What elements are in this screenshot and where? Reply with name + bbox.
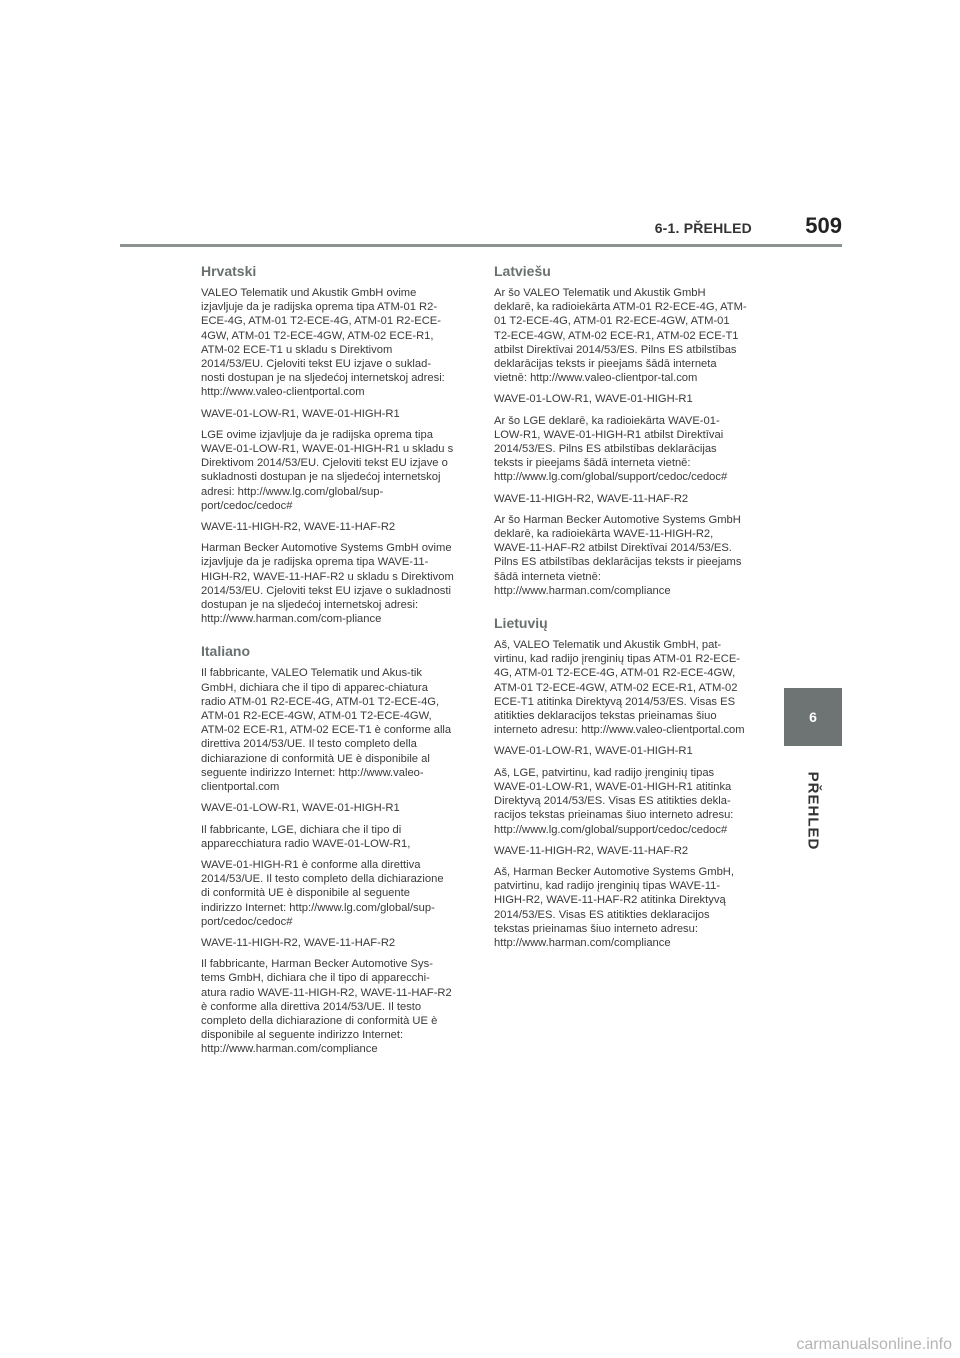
- section-italiano: [201, 642, 454, 1056]
- paragraph: Ar šo Harman Becker Automotive Systems GmbH deklarē, ka radioiekārta WAVE-11-HIGH-R2, WAVE-11-HAF-R2 atbilst Direktīvai 2014/53/ES. Pilns ES atbilstības deklarācijas teksts ir pieejams šādā interneta vietnē: http://www.harman.com/compliance: [494, 513, 742, 597]
- paragraph: Ar šo LGE deklarē, ka radioiekārta WAVE-01-LOW-R1, WAVE-01-HIGH-R1 atbilst Direktīvai 2014/53/ES. Pilns ES atbilstības deklarācijas teksts ir pieejams šādā interneta vietnē: http://www.lg.com/global/support/cedoc/cedoc#: [494, 414, 728, 484]
- chapter-tab-number: 6: [809, 709, 817, 725]
- paragraph: Aš, VALEO Telematik und Akustik GmbH, pat-virtinu, kad radijo įrenginių tipas ATM-01 R2-ECE-4G, ATM-01 T2-ECE-4G, ATM-01 R2-ECE-4GW, ATM-01 T2-ECE-4GW, ATM-02 ECE-R1, ATM-02 ECE-T1 atitinka Direktyvą 2014/53/ES. Visas ES atitikties deklaracijos tekstas prieinamas šiuo interneto adresu: http://www.valeo-clientportal.com: [494, 639, 745, 737]
- model-list: WAVE-11-HIGH-R2, WAVE-11-HAF-R2: [494, 844, 689, 857]
- paragraph: Ar šo VALEO Telematik und Akustik GmbH deklarē, ka radioiekārta ATM-01 R2-ECE-4G, ATM-01 T2-ECE-4G, ATM-01 R2-ECE-4GW, ATM-01 T2-ECE-4GW, ATM-02 ECE-R1, ATM-02 ECE-T1 atbilst Direktīvai 2014/53/ES. Pilns ES atbilstības deklarācijas teksts ir pieejams šādā interneta vietnē: http://www.valeo-clientpor-tal.com: [494, 287, 747, 385]
- model-list: WAVE-01-LOW-R1, WAVE-01-HIGH-R1: [201, 407, 400, 420]
- section-latviesu: [494, 262, 747, 598]
- paragraph: Harman Becker Automotive Systems GmbH ovime izjavljuje da je radijska oprema tipa WAVE-11-HIGH-R2, WAVE-11-HAF-R2 u skladu s Direktivom 2014/53/EU. Cjeloviti tekst EU izjave o sukladnosti dostupan je na sljedećoj internetskoj adresi: http://www.harman.com/com-pliance: [201, 542, 454, 626]
- paragraph: VALEO Telematik und Akustik GmbH ovime izjavljuje da je radijska oprema tipa ATM-01 R2-ECE-4G, ATM-01 T2-ECE-4G, ATM-01 R2-ECE-4GW, ATM-01 T2-ECE-4GW, ATM-02 ECE-R1, ATM-02 ECE-T1 u skladu s Direktivom 2014/53/EU. Cjeloviti tekst EU izjave o suklad-nosti dostupan je na sljedećoj internetskoj adresi: http://www.valeo-clientportal.com: [201, 287, 445, 399]
- paragraph: Aš, LGE, patvirtinu, kad radijo įrenginių tipas WAVE-01-LOW-R1, WAVE-01-HIGH-R1 atitinka Direktyvą 2014/53/ES. Visas ES atitikties dekla-racijos tekstas prieinamas šiuo interneto adresu: http://www.lg.com/global/support/cedoc/cedoc#: [494, 766, 734, 836]
- left-column: [201, 262, 454, 1064]
- paragraph: Il fabbricante, VALEO Telematik und Akus-tik GmbH, dichiara che il tipo di apparec-chiatura radio ATM-01 R2-ECE-4G, ATM-01 T2-ECE-4G, ATM-01 R2-ECE-4GW, ATM-01 T2-ECE-4GW, ATM-02 ECE-R1, ATM-02 ECE-T1 è conforme alla direttiva 2014/53/UE. Il testo completo della dichiarazione di conformità UE è disponibile al seguente indirizzo Internet: http://www.valeo-clientportal.com: [201, 667, 452, 794]
- section-lietuviu: [494, 614, 747, 950]
- paragraph: LGE ovime izjavljuje da je radijska oprema tipa WAVE-01-LOW-R1, WAVE-01-HIGH-R1 u skladu s Direktivom 2014/53/EU. Cjeloviti tekst EU izjave o sukladnosti dostupan je na sljedećoj internetskoj adresi: http://www.lg.com/global/sup-port/cedoc/cedoc#: [201, 428, 454, 512]
- paragraph: Il fabbricante, Harman Becker Automotive Sys-tems GmbH, dichiara che il tipo di apparecchi-atura radio WAVE-11-HIGH-R2, WAVE-11-HAF-R2 è conforme alla direttiva 2014/53/UE. Il testo completo della dichiarazione di conformità UE è disponibile al seguente indirizzo Internet: http://www.harman.com/compliance: [201, 958, 452, 1056]
- chapter-side-label-text: PŘEHLED: [804, 771, 822, 851]
- section-title: 6-1. PŘEHLED: [654, 220, 752, 236]
- model-list: WAVE-01-LOW-R1, WAVE-01-HIGH-R1: [494, 393, 693, 406]
- right-column: [494, 262, 747, 957]
- model-list: WAVE-01-LOW-R1, WAVE-01-HIGH-R1: [201, 802, 400, 815]
- paragraph: Aš, Harman Becker Automotive Systems GmbH, patvirtinu, kad radijo įrenginių tipas WAVE-11-HIGH-R2, WAVE-11-HAF-R2 atitinka Direktyvą 2014/53/ES. Visas ES atitikties deklaracijos tekstas prieinamas šiuo interneto adresu: http://www.harman.com/compliance: [494, 865, 734, 949]
- model-list: WAVE-11-HIGH-R2, WAVE-11-HAF-R2: [201, 936, 396, 949]
- watermark: carmanualsonline.info: [796, 1336, 952, 1353]
- page-number: 509: [805, 213, 842, 238]
- model-list: WAVE-11-HIGH-R2, WAVE-11-HAF-R2: [201, 521, 396, 534]
- section-hrvatski: [201, 262, 454, 626]
- language-heading: Italiano: [201, 643, 251, 660]
- page-header: [120, 210, 842, 246]
- paragraph: WAVE-01-HIGH-R1 è conforme alla direttiva 2014/53/UE. Il testo completo della dichiarazione di conformità UE è disponibile al seguente indirizzo Internet: http://www.lg.com/global/sup-port/cedoc/cedoc#: [201, 858, 444, 928]
- paragraph: Il fabbricante, LGE, dichiara che il tipo di apparecchiatura radio WAVE-01-LOW-R1,: [201, 823, 411, 850]
- model-list: WAVE-11-HIGH-R2, WAVE-11-HAF-R2: [494, 492, 689, 505]
- chapter-tab[interactable]: [784, 688, 842, 746]
- model-list: WAVE-01-LOW-R1, WAVE-01-HIGH-R1: [494, 745, 693, 758]
- language-heading: Lietuvių: [494, 615, 548, 632]
- chapter-side-label: [784, 756, 842, 866]
- language-heading: Latviešu: [494, 263, 551, 279]
- language-heading: Hrvatski: [201, 263, 257, 279]
- header-rule: [120, 244, 842, 247]
